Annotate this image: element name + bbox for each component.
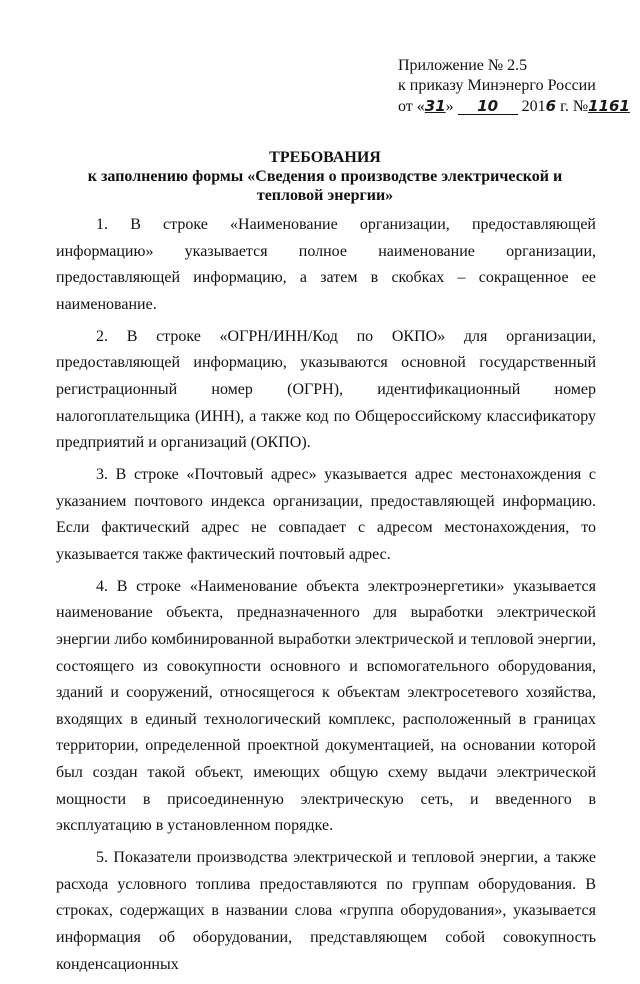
paragraph-2: 2. В строке «ОГРН/ИНН/Код по ОКПО» для организации, предоставляющей информацию, указываются основной государственный регистрационный номер (ОГРН), идентификационный номер налогоплательщика (ИНН), а также код по Общероссийскому классификатору предприятий и организаций (ОКПО). — [56, 327, 596, 452]
paragraph-3: 3. В строке «Почтовый адрес» указывается адрес местонахождения с указанием почтового индекса организации, предоставляющей информацию. Если фактический адрес не совпадает с адресом местонахождения, то указывается также фактический почтовый адрес. — [56, 466, 596, 563]
title-subtitle: к заполнению формы «Сведения о производстве электрической и тепловой энергии» — [87, 168, 563, 204]
paragraph-4: 4. В строке «Наименование объекта электроэнергетики» указывается наименование объекта, предназначенного для выработки электрической энергии либо комбинированной выработки электрической и тепловой энергии, состоящего из совокупности основного и вспомогательного оборудования, зданий и сооружений, относящегося к объектам электросетевого хозяйства, входящих в единый технологический комплекс, расположенный в границах территории, определенной проектной документацией, на основании которой был создан такой объект, имеющих общую схему выдачи электрической мощности в присоединенную электрическую сеть, и введенного в эксплуатацию в установленном порядке. — [56, 577, 596, 835]
handwritten-month: 10 — [458, 98, 518, 115]
appendix-header — [398, 56, 630, 117]
date-prefix: от « — [398, 98, 425, 115]
title-heading: ТРЕБОВАНИЯ — [269, 149, 381, 166]
document-body — [56, 212, 596, 984]
appendix-date-line — [398, 96, 630, 117]
paragraph-5: 5. Показатели производства электрической и тепловой энергии, а также расхода условного топлива предоставляются по группам оборудования. В строках, содержащих в названии слова «группа оборудования», указывается информация об оборудовании, представляющем собой совокупность конденсационных — [56, 849, 596, 973]
paragraph-1: 1. В строке «Наименование организации, предоставляющей информацию» указывается полное наименование организации, предоставляющей информацию, а затем в скобках – сокращенное ее наименование. — [56, 216, 596, 313]
handwritten-order-number: 1161 — [588, 97, 630, 115]
appendix-order-reference: к приказу Минэнерго России — [398, 77, 596, 94]
year-prefix: 201 — [521, 98, 546, 115]
appendix-number: Приложение № 2.5 — [398, 57, 528, 74]
year-suffix: г. № — [556, 98, 589, 115]
document-title — [60, 148, 590, 205]
handwritten-day: 31 — [424, 97, 446, 115]
date-mid: » — [445, 98, 454, 115]
handwritten-year-digit: 6 — [545, 97, 557, 115]
